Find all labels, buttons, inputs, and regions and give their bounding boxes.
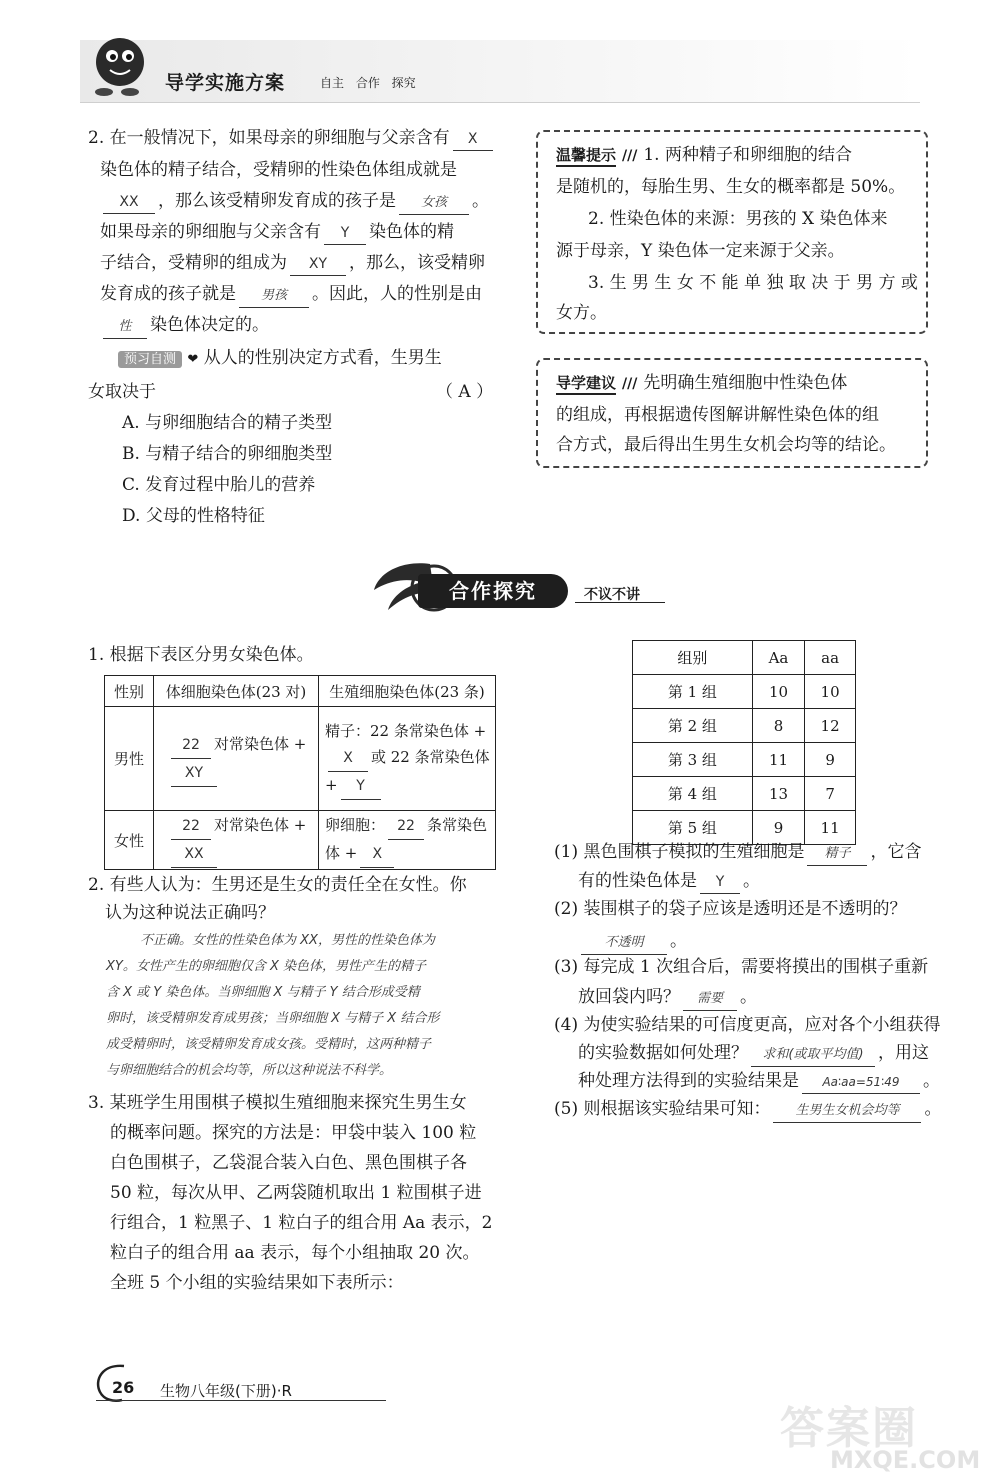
footer-book-title: 生物八年级(下册)·R: [160, 1382, 292, 1400]
table-row-male: 男性 22 对常染色体 + XY 精子：22 条常染色体 + X 或 22 条常染色体 + Y: [105, 707, 496, 811]
heart-icon: ❤: [187, 352, 199, 367]
table-row: 第 2 组 8 12: [633, 709, 856, 743]
section-banner-title: 合作探究: [418, 574, 568, 608]
table-row: 第 4 组 13 7: [633, 777, 856, 811]
th-germ: 生殖细胞染色体(23 条): [319, 676, 496, 707]
option-c: C. 发育过程中胎儿的营养: [122, 475, 316, 495]
suggest-box: 导学建议 /// 先明确生殖细胞中性染色体 的组成，再根据遗传图解讲解性染色体的组 合方式，最后得出生男生女机会均等的结论。: [536, 358, 928, 468]
table-row-female: 女性 22 对常染色体 + XX 卵细胞： 22 条常染色 体 + X: [105, 811, 496, 870]
header-title: 导学实施方案: [165, 72, 286, 94]
tip-box: 温馨提示 /// 1. 两种精子和卵细胞的结合 是随机的，每胎生男、生女的概率都是 50%。 2. 性染色体的来源：男孩的 X 染色体来 源于母亲，Y 染色体一定来源于父亲。 3. 生 男 生 女 不 能 单 独 取 决 于 男 方 或 女方。: [536, 130, 928, 334]
header-tags: 自主 合作 探究: [320, 76, 416, 90]
p1-title: 1. 根据下表区分男女染色体。: [88, 645, 314, 665]
th-aa-upper: Aa: [752, 641, 804, 675]
option-d: D. 父母的性格特征: [122, 506, 265, 526]
th-group: 组别: [633, 641, 753, 675]
page-number: 26: [112, 1378, 135, 1397]
group-results-table: [632, 640, 856, 845]
section-banner-tag: 不议不讲: [584, 587, 640, 603]
th-aa-lower: aa: [805, 641, 856, 675]
footer-rule: [96, 1400, 386, 1401]
chromosome-table: [104, 675, 496, 870]
table-row: 第 5 组 9 11: [633, 811, 856, 845]
th-sex: 性别: [105, 676, 154, 707]
th-somatic: 体细胞染色体(23 对): [154, 676, 319, 707]
option-b: B. 与精子结合的卵细胞类型: [122, 444, 333, 464]
self-test-label: 预习自测: [118, 351, 182, 368]
table-row: 第 3 组 11 9: [633, 743, 856, 777]
option-a: A. 与卵细胞结合的精子类型: [122, 413, 333, 433]
watermark-text: 答案圈: [780, 1403, 918, 1454]
banner-underline: [575, 602, 665, 603]
table-row: 第 1 组 10 10: [633, 675, 856, 709]
mascot-icon: [84, 28, 160, 104]
watermark-url: MXQE.COM: [830, 1446, 981, 1474]
self-test-answer: （ A ）: [436, 382, 494, 402]
